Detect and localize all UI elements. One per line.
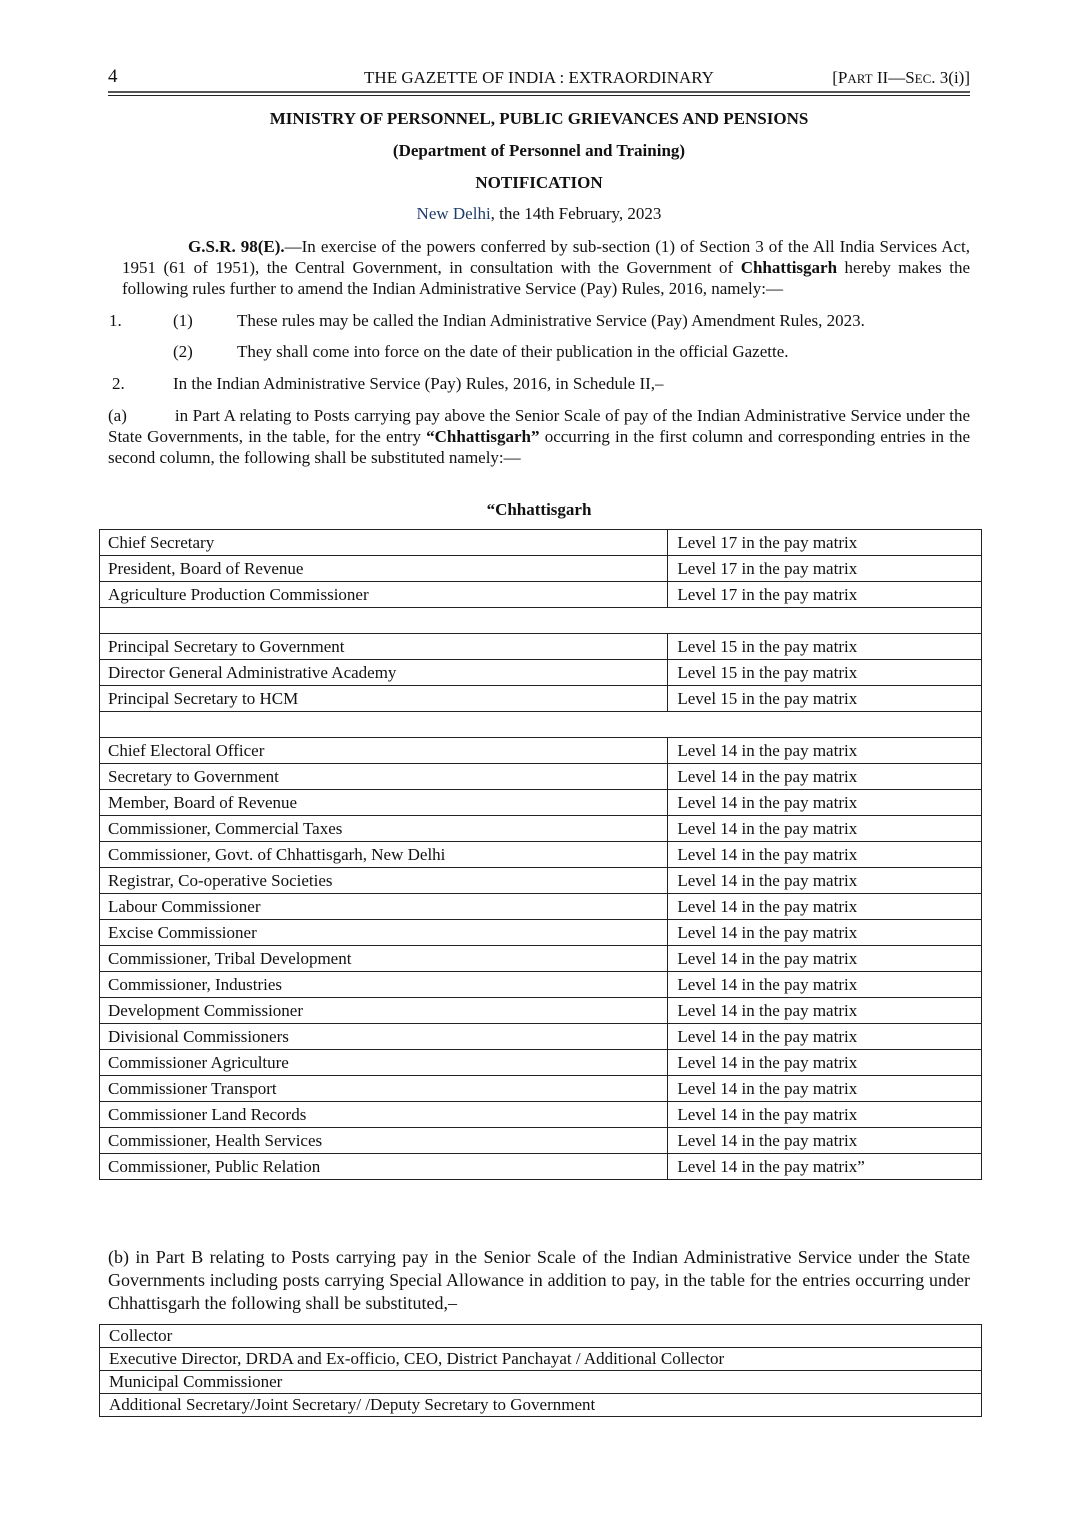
part-b-paragraph: (b) in Part B relating to Posts carrying pay in the Senior Scale of the Indian Administrative Service under the State Governments including posts carrying Special Allowance in addition to pay, in the table for the entries occurring under Chhattisgarh the following shall be substituted,– [108,1247,970,1313]
part-prefix: [P [832,68,848,87]
header-rule-thin [108,95,970,96]
table-row [100,946,982,972]
post-cell: Development Commissioner [100,998,668,1024]
pay-level-cell: Level 17 in the pay matrix [668,556,982,582]
spacer-cell [100,712,982,738]
post-cell: Commissioner Transport [100,1076,668,1102]
rule-2-number: 2. [112,374,125,393]
post-cell: Principal Secretary to Government [100,634,668,660]
post-cell: Commissioner Agriculture [100,1050,668,1076]
rule-1-number: 1. [109,311,122,330]
table-row [100,972,982,998]
post-cell: Commissioner, Industries [100,972,668,998]
notification-heading: NOTIFICATION [475,173,603,192]
rule-1-sub-2-text: They shall come into force on the date of their publication in the official Gazette. [237,342,789,361]
table-row [100,582,982,608]
part-smallcaps-2: EC [914,71,932,86]
gsr-number: G.S.R. 98(E). [188,237,285,256]
pay-level-cell: Level 14 in the pay matrix [668,920,982,946]
dateline-date: , the 14th February, 2023 [490,204,662,223]
table-row [100,556,982,582]
table-row [100,1371,982,1394]
rule-1-sub-1-text: These rules may be called the Indian Administrative Service (Pay) Amendment Rules, 2023. [237,311,865,330]
table-row [100,1394,982,1417]
table-row [100,686,982,712]
post-cell: President, Board of Revenue [100,556,668,582]
table-row [100,1076,982,1102]
part-a-entry: “Chhattisgarh” [426,427,540,446]
post-cell: Executive Director, DRDA and Ex-officio, CEO, District Panchayat / Additional Collector [100,1348,982,1371]
table-spacer-row [100,712,982,738]
table-row [100,998,982,1024]
post-cell: Commissioner, Public Relation [100,1154,668,1180]
pay-level-cell: Level 14 in the pay matrix [668,1024,982,1050]
pay-level-cell: Level 14 in the pay matrix” [668,1154,982,1180]
preamble-state: Chhattisgarh [740,258,838,277]
table-row [100,1154,982,1180]
table-row [100,1102,982,1128]
post-cell: Commissioner, Commercial Taxes [100,816,668,842]
rule-2-text: In the Indian Administrative Service (Pay) Rules, 2016, in Schedule II,– [173,374,664,393]
dateline-place: New Delhi [416,204,491,223]
pay-level-cell: Level 17 in the pay matrix [668,582,982,608]
pay-level-cell: Level 14 in the pay matrix [668,946,982,972]
pay-level-cell: Level 17 in the pay matrix [668,530,982,556]
page-header [108,66,970,90]
dateline [108,204,970,224]
table-row [100,868,982,894]
table-row [100,1128,982,1154]
pay-level-cell: Level 14 in the pay matrix [668,1102,982,1128]
part-a-text-2: occurring in the first column and corresponding entries in the second column, the following shall be substituted namely:— [108,427,970,467]
part-mid: II—S [872,68,915,87]
pay-level-cell: Level 15 in the pay matrix [668,634,982,660]
preamble-text-1: —In exercise of the powers conferred by sub-section (1) of Section 3 of the All India Services Act, 1951 (61 of 1951), the Central Government, in consultation with the Government of [122,237,970,277]
pay-level-cell: Level 14 in the pay matrix [668,816,982,842]
post-cell: Chief Secretary [100,530,668,556]
pay-level-cell: Level 15 in the pay matrix [668,660,982,686]
post-cell: Commissioner, Health Services [100,1128,668,1154]
table-row [100,764,982,790]
preamble-paragraph [108,236,970,299]
post-cell: Additional Secretary/Joint Secretary/ /Deputy Secretary to Government [100,1394,982,1417]
pay-level-cell: Level 14 in the pay matrix [668,868,982,894]
table-title: “Chhattisgarh [486,500,592,519]
table-row [100,1024,982,1050]
table-row [100,1050,982,1076]
department-heading: (Department of Personnel and Training) [392,141,686,160]
table-row [100,530,982,556]
rule-1-sub-1-label: (1) [173,311,193,330]
pay-level-cell: Level 14 in the pay matrix [668,972,982,998]
pay-level-cell: Level 14 in the pay matrix [668,842,982,868]
post-cell: Member, Board of Revenue [100,790,668,816]
post-cell: Director General Administrative Academy [100,660,668,686]
table-row [100,920,982,946]
post-cell: Chief Electoral Officer [100,738,668,764]
table-row [100,738,982,764]
post-cell: Principal Secretary to HCM [100,686,668,712]
ministry-heading: MINISTRY OF PERSONNEL, PUBLIC GRIEVANCES AND PENSIONS [269,109,809,128]
table-spacer-row [100,608,982,634]
pay-level-cell: Level 15 in the pay matrix [668,686,982,712]
table-row [100,894,982,920]
post-cell: Commissioner, Tribal Development [100,946,668,972]
pay-level-cell: Level 14 in the pay matrix [668,1076,982,1102]
part-a-text-1: in Part A relating to Posts carrying pay above the Senior Scale of pay of the Indian Administrative Service under the State Governments, in the table, for the entry [108,406,970,446]
post-cell: Registrar, Co-operative Societies [100,868,668,894]
pay-level-cell: Level 14 in the pay matrix [668,790,982,816]
gazette-title: THE GAZETTE OF INDIA : EXTRAORDINARY [364,68,714,87]
table-row [100,634,982,660]
post-cell: Secretary to Government [100,764,668,790]
part-smallcaps-1: ART [847,71,873,86]
pay-level-cell: Level 14 in the pay matrix [668,738,982,764]
post-cell: Municipal Commissioner [100,1371,982,1394]
pay-level-cell: Level 14 in the pay matrix [668,764,982,790]
post-cell: Commissioner Land Records [100,1102,668,1128]
part-a-pay-table [99,529,982,1180]
pay-level-cell: Level 14 in the pay matrix [668,998,982,1024]
post-cell: Divisional Commissioners [100,1024,668,1050]
rule-1-sub-2-label: (2) [173,342,193,361]
post-cell: Commissioner, Govt. of Chhattisgarh, New Delhi [100,842,668,868]
part-b-posts-table [99,1324,982,1417]
part-a-paragraph [108,405,970,468]
pay-level-cell: Level 14 in the pay matrix [668,1128,982,1154]
table-row [100,816,982,842]
table-row [100,790,982,816]
page-number: 4 [108,66,118,87]
post-cell: Excise Commissioner [100,920,668,946]
part-suffix: . 3(i)] [931,68,970,87]
table-row [100,1325,982,1348]
post-cell: Labour Commissioner [100,894,668,920]
post-cell: Collector [100,1325,982,1348]
post-cell: Agriculture Production Commissioner [100,582,668,608]
pay-level-cell: Level 14 in the pay matrix [668,894,982,920]
table-row [100,660,982,686]
table-row [100,842,982,868]
header-rule-thick [108,91,970,93]
part-section-label [832,68,970,88]
spacer-cell [100,608,982,634]
preamble-text-2: hereby makes the following rules further to amend the Indian Administrative Service (Pay) Rules, 2016, namely:— [122,258,971,298]
pay-level-cell: Level 14 in the pay matrix [668,1050,982,1076]
part-a-label: (a) [108,406,127,425]
table-row [100,1348,982,1371]
